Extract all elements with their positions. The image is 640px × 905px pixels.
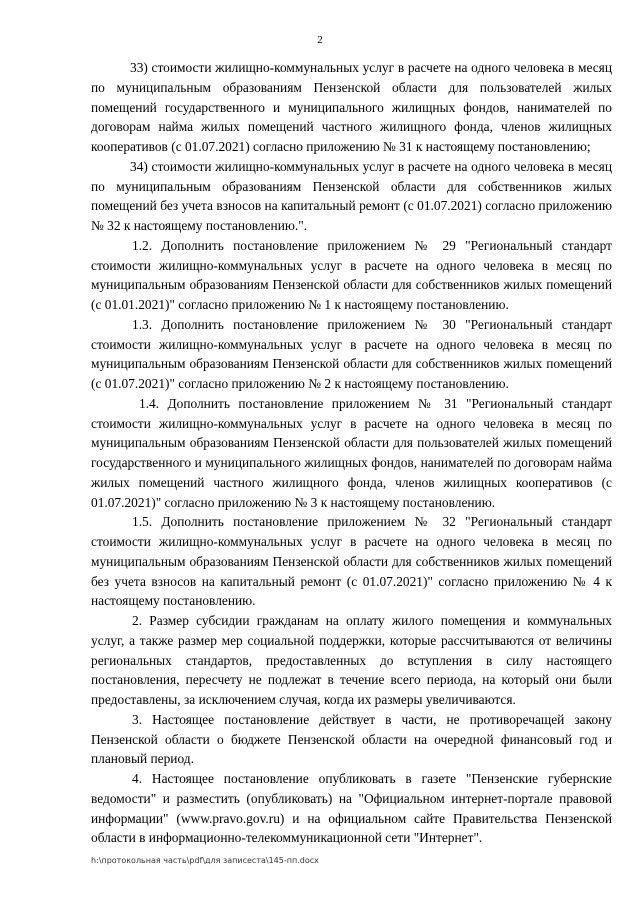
page-number: 2 [317,34,323,46]
paragraph-34: 34) стоимости жилищно-коммунальных услуг в расчете на одного человека в месяц по муниципальным образованиям Пензенской области для собственников жилых помещений без учета взносов на капитальный ремонт (с 01.07.2021) согласно приложению № 32 к настоящему постановлению.". [91,158,612,233]
paragraph-33: 33) стоимости жилищно-коммунальных услуг в расчете на одного человека в месяц по муниципальным образованиям Пензенской области для пользователей жилых помещений государственного и муниципального жилищных фондов, нанимателей по договорам найма жилых помещений частного жилищного фонда, членов жилищных кооперативов (с 01.07.2021) согласно приложению № 31 к настоящему постановлению; [91,60,612,154]
paragraph-1-2: 1.2. Дополнить постановление приложением № 29 "Региональный стандарт стоимости жилищно-коммунальных услуг в расчете на одного человека в месяц по муниципальным образованиям Пензенской области для собственников жилых помещений (с 01.01.2021)" согласно приложению № 1 к настоящему постановлению. [91,237,612,312]
paragraph-4: 4. Настоящее постановление опубликовать в газете "Пензенские губернские ведомости" и разместить (опубликовать) на "Официальном интернет-портале правовой информации" (www.pravo.gov.ru) и на официальном сайте Правительства Пензенской области в информационно-телекоммуникационной сети "Интернет". [91,771,612,846]
paragraph-1-5: 1.5. Дополнить постановление приложением № 32 "Региональный стандарт стоимости жилищно-коммунальных услуг в расчете на одного человека в месяц по муниципальным образованиям Пензенской области для собственников жилых помещений без учета взносов на капитальный ремонт (с 01.07.2021)" согласно приложению № 4 к настоящему постановлению. [91,514,612,609]
paragraph-2: 2. Размер субсидии гражданам на оплату жилого помещения и коммунальных услуг, а также размер мер социальной поддержки, которые рассчитываются от величины региональных стандартов, предоставленных до вступления в силу настоящего постановления, пересчету не подлежат в течение всего периода, на который они были предоставлены, за исключением случая, когда их размеры увеличиваются. [91,613,612,707]
paragraph-1-4: 1.4. Дополнить постановление приложением № 31 "Региональный стандарт стоимости жилищно-коммунальных услуг в расчете на одного человека в месяц по муниципальным образованиям Пензенской области для пользователей жилых помещений государственного и муниципального жилищных фондов, нанимателей по договорам найма жилых помещений частного жилищного фонда, членов жилищных кооперативов (с 01.07.2021)" согласно приложению № 3 к настоящему постановлению. [91,395,612,510]
paragraph-1-3: 1.3. Дополнить постановление приложением № 30 "Региональный стандарт стоимости жилищно-коммунальных услуг в расчете на одного человека в месяц по муниципальным образованиям Пензенской области для собственников жилых помещений (с 01.07.2021)" согласно приложению № 2 к настоящему постановлению. [91,316,612,391]
file-path-footer: h:\протокольная часть\pdf\для записеста\145-пп.docx [91,856,319,865]
paragraph-3: 3. Настоящее постановление действует в части, не противоречащей закону Пензенской области о бюджете Пензенской области на очередной финансовый год и плановый период. [91,711,612,767]
document-body [91,58,612,848]
